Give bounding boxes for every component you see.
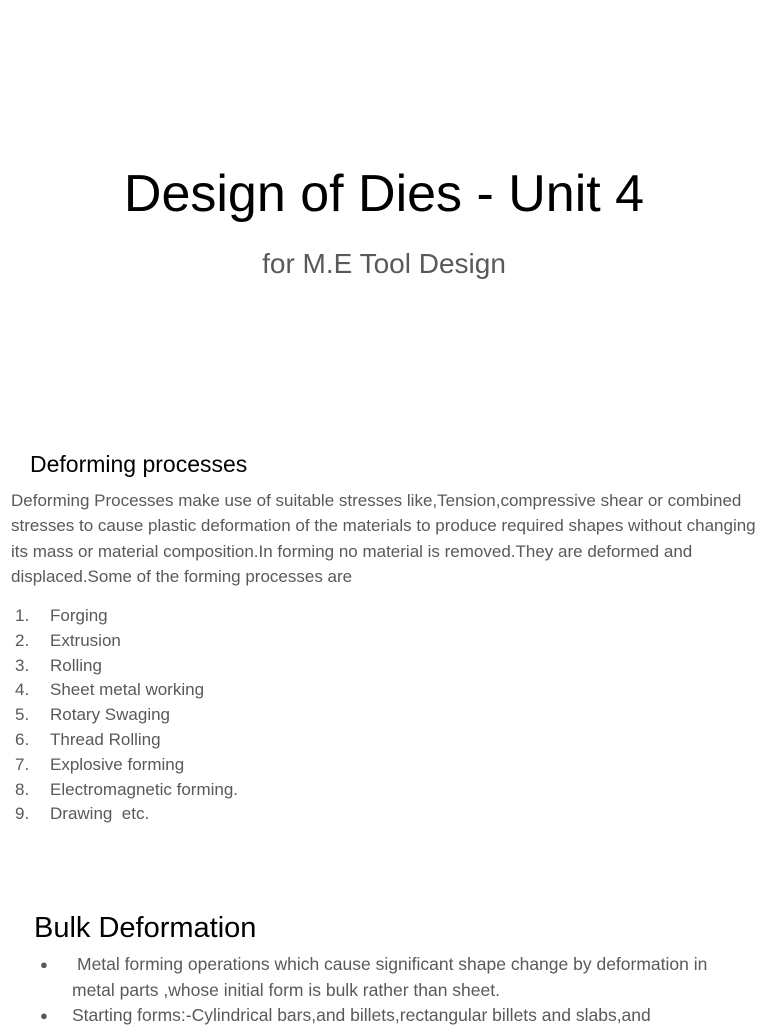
list-item-text: Drawing etc. — [50, 804, 150, 824]
bullet-text: Starting forms:-Cylindrical bars,and billets,rectangular billets and slabs,and — [72, 1005, 651, 1025]
list-item-text: Sheet metal working — [50, 680, 205, 700]
list-item — [0, 629, 768, 654]
bullet-text: Metal forming operations which cause significant shape change by deformation in metal parts ,whose initial form is bulk rather than sheet. — [72, 954, 708, 1000]
bullet-dot-icon: ● — [40, 957, 48, 972]
slide-title: Design of Dies - Unit 4 — [123, 165, 645, 223]
list-item-text: Electromagnetic forming. — [50, 779, 239, 799]
list-item — [0, 728, 768, 753]
list-item — [0, 802, 768, 827]
bullet-dot-icon: ● — [40, 1008, 48, 1023]
list-item-text: Rotary Swaging — [50, 705, 171, 725]
list-item-number: 6. — [15, 729, 30, 749]
list-item-number: 5. — [15, 705, 30, 725]
bullet-item — [0, 1003, 768, 1029]
section-heading-bulk-deformation: Bulk Deformation — [34, 912, 257, 944]
section-heading-deforming-processes: Deforming processes — [30, 451, 248, 477]
list-item — [0, 703, 768, 728]
list-item — [0, 753, 768, 778]
list-item-number: 3. — [15, 655, 30, 675]
list-item-text: Forging — [50, 606, 108, 625]
list-item-number: 1. — [15, 606, 30, 625]
list-item-text: Explosive forming — [50, 754, 185, 774]
list-item-number: 9. — [15, 804, 30, 824]
slide-subtitle: for M.E Tool Design — [262, 248, 506, 279]
list-item — [0, 778, 768, 803]
forming-processes-list — [0, 604, 768, 827]
bulk-deformation-bullets — [0, 952, 768, 1029]
list-item-number: 7. — [15, 754, 30, 774]
list-item — [0, 678, 768, 703]
list-item — [0, 604, 768, 629]
list-item-number: 8. — [15, 779, 30, 799]
list-item-text: Extrusion — [50, 630, 121, 650]
list-item-text: Rolling — [50, 655, 102, 675]
list-item-number: 4. — [15, 680, 30, 700]
bullet-item — [0, 952, 768, 1003]
list-item-text: Thread Rolling — [50, 729, 161, 749]
list-item-number: 2. — [15, 630, 30, 650]
deforming-processes-paragraph: Deforming Processes make use of suitable stresses like,Tension,compressive shear or combined stresses to cause plastic deformation of the materials to produce required shapes without changing its mass or material composition.In forming no material is removed.They are deformed and displaced.Some of the forming processes are — [11, 491, 756, 586]
list-item — [0, 654, 768, 679]
